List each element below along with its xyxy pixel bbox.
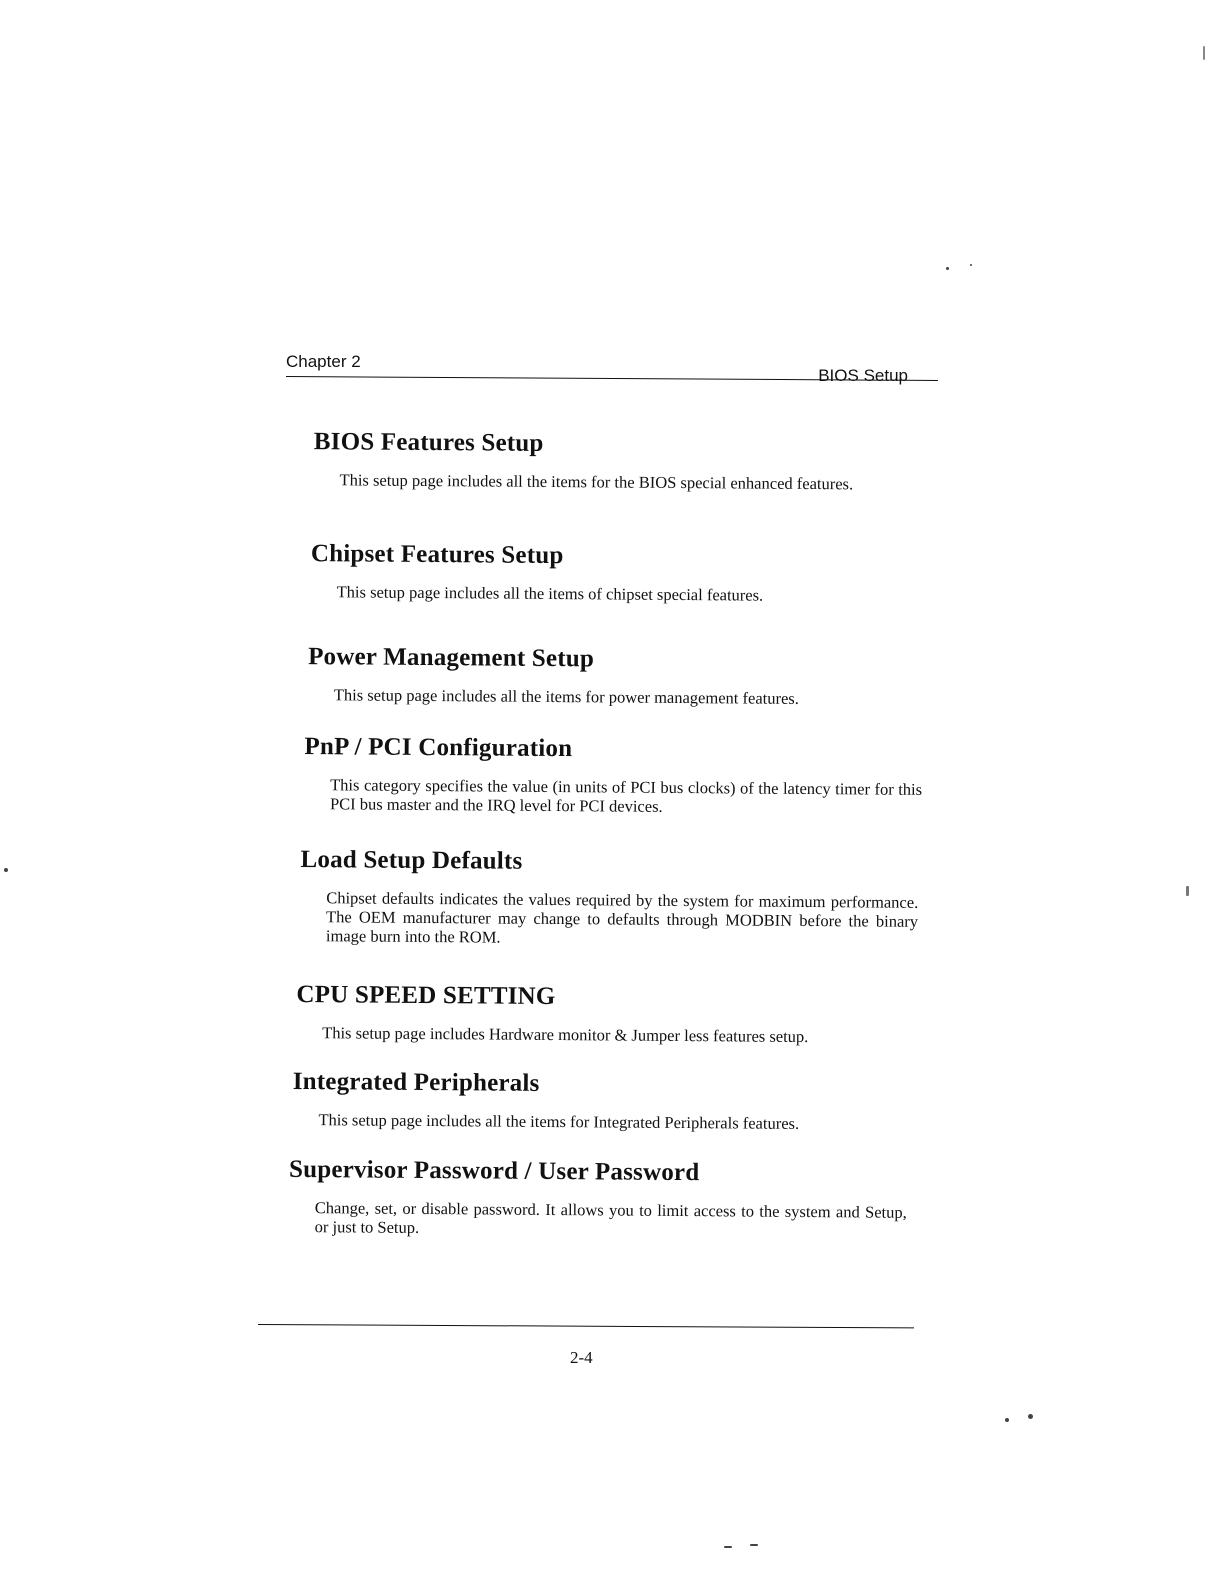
section-title: Integrated Peripherals: [292, 1067, 540, 1097]
section-pnp-pci: [304, 733, 945, 818]
page-number: 2-4: [570, 1348, 593, 1367]
scan-speck: [750, 1544, 758, 1546]
scan-speck: [1028, 1414, 1033, 1419]
section-bios-features: [313, 428, 953, 494]
section-title: Load Setup Defaults: [300, 846, 523, 875]
section-body: Change, set, or disable password. It allows you to limit access to the system and Setup, or just to Setup.: [314, 1198, 907, 1237]
section-passwords: [289, 1156, 930, 1241]
section-body: This setup page includes Hardware monitor & Jumper less features setup.: [322, 1023, 809, 1047]
section-body: Chipset defaults indicates the values required by the system for maximum performance. The OEM manufacturer may change to defaults through MODBIN before the binary image burn into the ROM.: [325, 888, 919, 947]
section-chipset-features: [311, 540, 951, 606]
scan-speck: [4, 868, 8, 872]
section-body: This setup page includes all the items for the BIOS special enhanced features.: [339, 470, 854, 494]
section-title: Power Management Setup: [308, 643, 595, 673]
section-cpu-speed: [296, 981, 936, 1047]
section-integrated-peripherals: [292, 1068, 932, 1134]
scan-speck: [724, 1546, 732, 1548]
scan-speck: [1203, 46, 1205, 60]
scan-speck: [970, 264, 972, 266]
section-body: This category specifies the value (in units of PCI bus clocks) of the latency timer for this PCI bus master and the IRQ level for PCI devices.: [329, 775, 923, 816]
section-title: Supervisor Password / User Password: [289, 1155, 700, 1187]
section-body: This setup page includes all the items of chipset special features.: [336, 582, 764, 605]
section-load-setup-defaults: [300, 846, 941, 950]
section-body: This setup page includes all the items for Integrated Peripherals features.: [318, 1110, 800, 1133]
scan-speck: [946, 267, 949, 270]
chapter-label: Chapter 2: [286, 352, 361, 371]
scan-speck: [1186, 886, 1189, 896]
section-label: BIOS Setup: [818, 366, 908, 385]
section-title: Chipset Features Setup: [310, 540, 564, 570]
section-title: PnP / PCI Configuration: [304, 733, 573, 763]
section-title: BIOS Features Setup: [313, 428, 544, 457]
scan-speck: [1005, 1418, 1009, 1422]
section-body: This setup page includes all the items for power management features.: [333, 685, 799, 708]
section-power-management: [308, 643, 948, 709]
section-title: CPU SPEED SETTING: [296, 980, 556, 1011]
